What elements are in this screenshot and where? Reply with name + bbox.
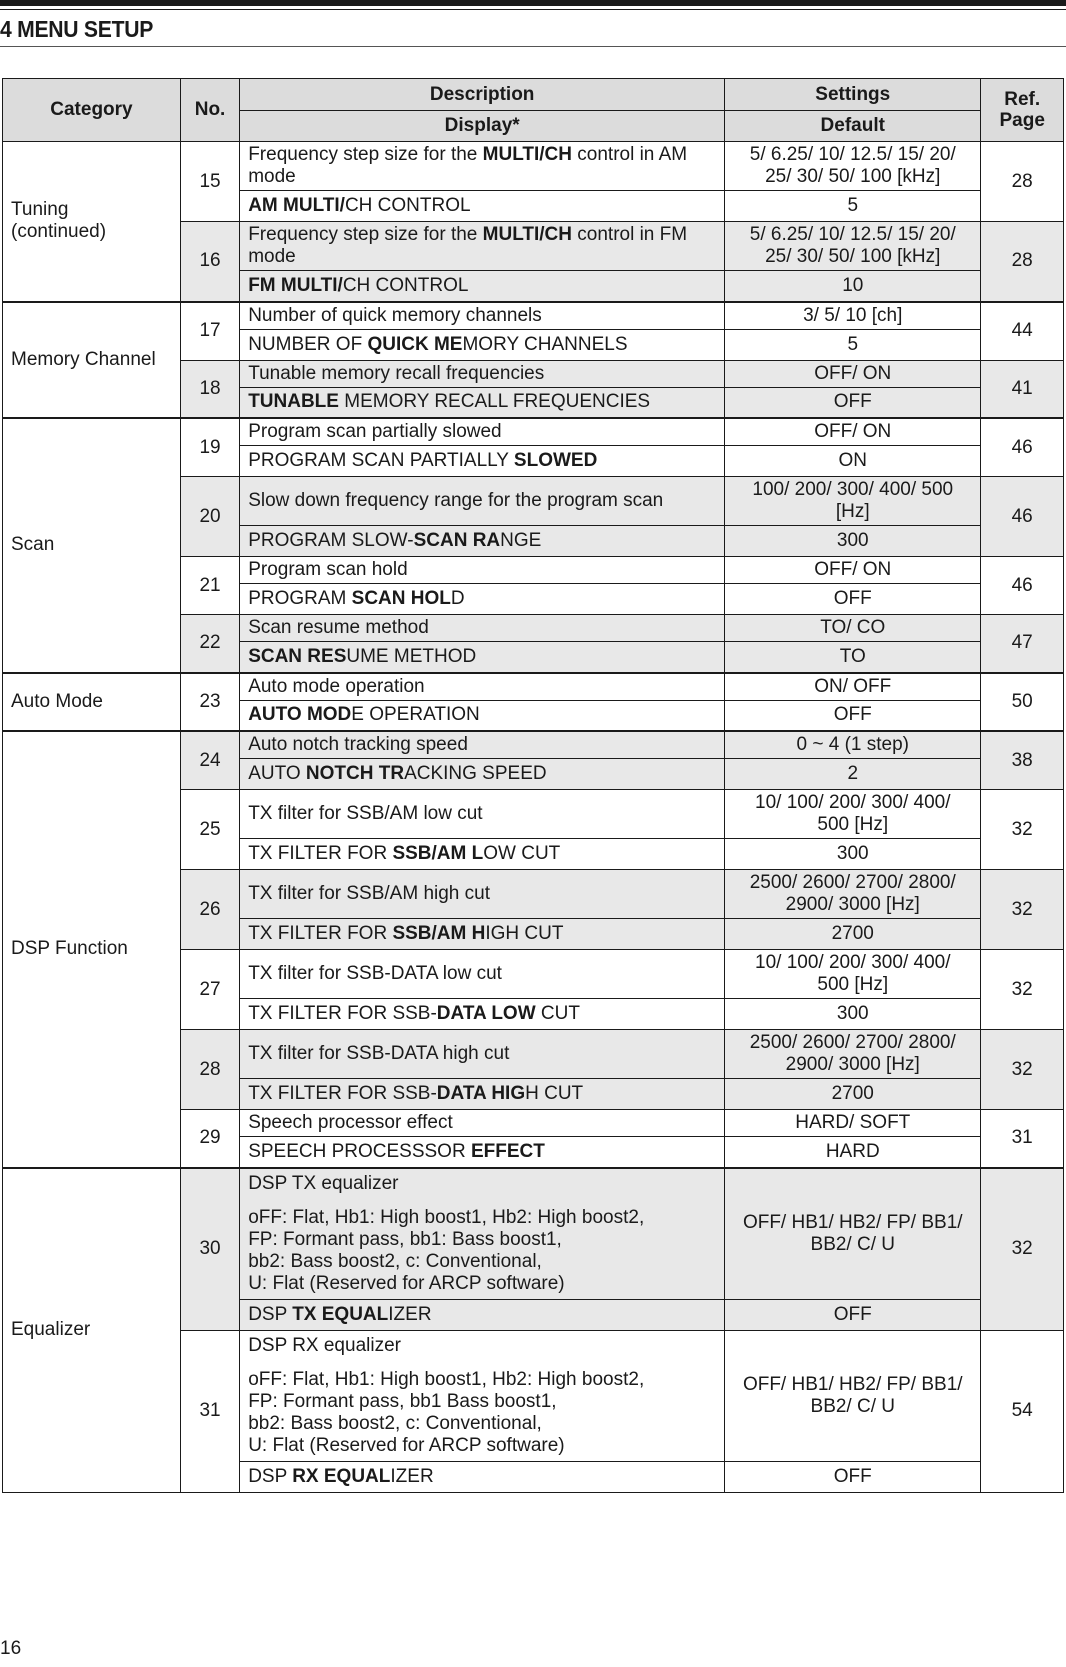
detail-line: U: Flat (Reserved for ARCP software): [248, 1434, 565, 1456]
description-segment: Frequency step size for the: [248, 224, 483, 245]
item-default: TO: [725, 642, 981, 673]
item-settings: 5/ 6.25/ 10/ 12.5/ 15/ 20/ 25/ 30/ 50/ 100 [kHz]: [725, 222, 981, 271]
item-display: [240, 1137, 725, 1168]
display-segment: IZER: [388, 1303, 432, 1325]
item-display: [240, 1299, 725, 1330]
item-description: [240, 1168, 725, 1300]
item-default: 2700: [725, 1079, 981, 1110]
display-segment: SCAN RA: [413, 530, 501, 551]
description-text: Number of quick memory channels: [248, 304, 542, 326]
item-number: 26: [180, 870, 239, 950]
category-label: Memory Channel: [11, 348, 156, 370]
display-segment: AM MULTI/: [248, 195, 345, 216]
item-number: 22: [180, 615, 239, 673]
item-number: 16: [180, 222, 239, 302]
item-default: OFF: [725, 387, 981, 418]
item-description: [240, 731, 725, 759]
description-text: Auto notch tracking speed: [248, 734, 468, 755]
item-number: 28: [180, 1030, 239, 1110]
display-segment: OW CUT: [483, 843, 561, 864]
item-description: [240, 1030, 725, 1079]
item-settings: ON/ OFF: [725, 673, 981, 701]
category-label: Scan: [11, 534, 55, 556]
description-detail: [248, 1207, 716, 1295]
item-display: [240, 642, 725, 673]
item-settings: OFF/ HB1/ HB2/ FP/ BB1/ BB2/ C/ U: [725, 1330, 981, 1461]
ref-page: 32: [981, 790, 1064, 870]
display-segment: DATA LOW: [436, 1003, 536, 1024]
item-display: [240, 271, 725, 302]
description-segment: MULTI/CH: [482, 144, 572, 165]
display-segment: TX FILTER FOR SSB-: [248, 1003, 437, 1024]
display-segment: SPEECH PROCESSSOR: [248, 1140, 471, 1162]
item-settings: OFF/ ON: [725, 360, 981, 387]
description-text: TX filter for SSB-DATA high cut: [248, 1043, 510, 1064]
item-number: 23: [180, 673, 239, 732]
item-settings: OFF/ ON: [725, 557, 981, 584]
display-segment: MORY CHANNELS: [462, 333, 628, 355]
description-text: TX filter for SSB-DATA low cut: [248, 963, 502, 984]
display-segment: SSB/AM L: [392, 843, 484, 864]
detail-line: bb2: Bass boost2, c: Conventional,: [248, 1250, 542, 1272]
item-settings: 3/ 5/ 10 [ch]: [725, 302, 981, 330]
item-number: 30: [180, 1168, 239, 1331]
description-segment: Frequency step size for the: [248, 144, 483, 165]
table-row: [3, 418, 1064, 446]
ref-page: 46: [981, 418, 1064, 477]
display-segment: DSP: [248, 1303, 293, 1325]
item-settings: 2500/ 2600/ 2700/ 2800/ 2900/ 3000 [Hz]: [725, 870, 981, 919]
category-label: Tuning: [11, 199, 69, 221]
item-display: [240, 839, 725, 870]
header-description: Description: [240, 79, 725, 111]
top-rule-thin: [0, 9, 1066, 10]
display-segment: TX FILTER FOR: [248, 843, 393, 864]
item-settings: OFF/ HB1/ HB2/ FP/ BB1/ BB2/ C/ U: [725, 1168, 981, 1300]
item-default: 2700: [725, 919, 981, 950]
header-settings: Settings: [725, 79, 981, 111]
item-default: OFF: [725, 584, 981, 615]
item-default: 5: [725, 329, 981, 360]
display-segment: QUICK ME: [367, 333, 463, 355]
category-label: Equalizer: [11, 1319, 91, 1340]
item-display: [240, 1461, 725, 1492]
description-text: TX filter for SSB/AM high cut: [248, 883, 490, 904]
display-segment: FM MULTI/: [248, 274, 343, 296]
item-number: 21: [180, 557, 239, 615]
section-title: 4 MENU SETUP: [0, 16, 154, 42]
detail-line: oFF: Flat, Hb1: High boost1, Hb2: High boost2,: [248, 1206, 645, 1228]
item-description: [240, 615, 725, 642]
category-memory: [3, 302, 181, 419]
item-number: 20: [180, 477, 239, 557]
display-segment: CH CONTROL: [342, 274, 469, 296]
detail-line: FP: Formant pass, bb1: Bass boost1,: [248, 1228, 562, 1250]
item-description: [240, 557, 725, 584]
item-default: OFF: [725, 1461, 981, 1492]
detail-line: U: Flat (Reserved for ARCP software): [248, 1272, 565, 1294]
item-default: ON: [725, 446, 981, 477]
item-number: 24: [180, 731, 239, 790]
item-default: OFF: [725, 1299, 981, 1330]
category-label: Auto Mode: [11, 690, 103, 712]
category-note: (continued): [11, 221, 107, 243]
item-default: HARD: [725, 1137, 981, 1168]
ref-page: 32: [981, 950, 1064, 1030]
ref-page: 50: [981, 673, 1064, 732]
item-number: 18: [180, 360, 239, 418]
item-description: [240, 790, 725, 839]
display-segment: UME METHOD: [346, 645, 477, 667]
category-eq: [3, 1168, 181, 1493]
item-display: [240, 759, 725, 790]
detail-line: FP: Formant pass, bb1 Bass boost1,: [248, 1390, 557, 1412]
page-number: 16: [0, 1638, 22, 1659]
table-body: [3, 142, 1064, 1493]
item-settings: 2500/ 2600/ 2700/ 2800/ 2900/ 3000 [Hz]: [725, 1030, 981, 1079]
display-segment: IGH CUT: [485, 923, 564, 944]
item-description: [240, 360, 725, 387]
display-segment: SCAN HOL: [351, 588, 451, 609]
item-display: [240, 1079, 725, 1110]
item-display: [240, 329, 725, 360]
item-description: [240, 302, 725, 330]
display-segment: SLOWED: [513, 450, 598, 471]
display-segment: AUTO MOD: [248, 704, 352, 726]
display-segment: D: [450, 588, 465, 609]
item-settings: 10/ 100/ 200/ 300/ 400/ 500 [Hz]: [725, 950, 981, 999]
table-row: [3, 302, 1064, 330]
display-segment: SSB/AM H: [392, 923, 486, 944]
ref-page: 31: [981, 1110, 1064, 1168]
item-description: [240, 870, 725, 919]
description-text: Tunable memory recall frequencies: [248, 362, 545, 384]
item-number: 19: [180, 418, 239, 477]
ref-page: 28: [981, 142, 1064, 222]
display-segment: DATA HIG: [436, 1083, 526, 1104]
description-text: Scan resume method: [248, 617, 429, 638]
ref-page: 32: [981, 870, 1064, 950]
display-segment: PROGRAM: [248, 588, 352, 609]
display-segment: CUT: [535, 1003, 580, 1024]
item-number: 31: [180, 1330, 239, 1492]
top-rule: [0, 0, 1066, 6]
display-segment: E OPERATION: [351, 704, 480, 726]
item-number: 15: [180, 142, 239, 222]
category-tuning: [3, 142, 181, 302]
item-display: [240, 999, 725, 1030]
display-segment: DSP: [248, 1465, 293, 1487]
category-auto: [3, 673, 181, 732]
display-segment: TX FILTER FOR: [248, 923, 393, 944]
display-segment: PROGRAM SCAN PARTIALLY: [248, 450, 514, 471]
ref-page: 46: [981, 477, 1064, 557]
item-number: 25: [180, 790, 239, 870]
ref-page: 32: [981, 1030, 1064, 1110]
display-segment: RX EQUAL: [292, 1465, 391, 1487]
item-settings: 0 ~ 4 (1 step): [725, 731, 981, 759]
item-default: 300: [725, 839, 981, 870]
display-segment: EFFECT: [470, 1140, 545, 1162]
header-default: Default: [725, 111, 981, 142]
display-segment: TX FILTER FOR SSB-: [248, 1083, 437, 1104]
description-text: DSP TX equalizer: [248, 1172, 399, 1194]
item-default: 300: [725, 526, 981, 557]
item-number: 29: [180, 1110, 239, 1168]
detail-line: oFF: Flat, Hb1: High boost1, Hb2: High boost2,: [248, 1368, 645, 1390]
description-detail: [248, 1369, 716, 1457]
item-display: [240, 387, 725, 418]
item-settings: TO/ CO: [725, 615, 981, 642]
detail-line: bb2: Bass boost2, c: Conventional,: [248, 1412, 542, 1434]
ref-page: 44: [981, 302, 1064, 361]
item-default: 5: [725, 191, 981, 222]
item-number: 27: [180, 950, 239, 1030]
display-segment: SCAN RES: [248, 645, 347, 667]
display-segment: NGE: [500, 530, 542, 551]
display-segment: H CUT: [525, 1083, 584, 1104]
category-label: DSP Function: [11, 938, 128, 960]
description-text: Auto mode operation: [248, 675, 425, 697]
item-display: [240, 700, 725, 731]
table-row: [3, 673, 1064, 701]
ref-page: 32: [981, 1168, 1064, 1331]
display-segment: MEMORY RECALL FREQUENCIES: [338, 391, 651, 413]
item-display: [240, 191, 725, 222]
header-no: No.: [180, 79, 239, 142]
item-settings: 100/ 200/ 300/ 400/ 500 [Hz]: [725, 477, 981, 526]
item-description: [240, 950, 725, 999]
item-settings: 5/ 6.25/ 10/ 12.5/ 15/ 20/ 25/ 30/ 50/ 100 [kHz]: [725, 142, 981, 191]
item-default: 2: [725, 759, 981, 790]
display-segment: TX EQUAL: [292, 1303, 389, 1325]
display-segment: ACKING SPEED: [404, 763, 547, 784]
display-segment: IZER: [390, 1465, 434, 1487]
ref-page: 54: [981, 1330, 1064, 1492]
table-row: [3, 142, 1064, 191]
ref-page: 41: [981, 360, 1064, 418]
item-default: 10: [725, 271, 981, 302]
item-description: [240, 142, 725, 191]
description-text: Slow down frequency range for the program scan: [248, 490, 664, 511]
table-row: [3, 1168, 1064, 1300]
description-text: TX filter for SSB/AM low cut: [248, 803, 483, 824]
ref-page: 38: [981, 731, 1064, 790]
header-display: Display*: [240, 111, 725, 142]
ref-page: 47: [981, 615, 1064, 673]
display-segment: NOTCH TR: [305, 763, 405, 784]
item-settings: OFF/ ON: [725, 418, 981, 446]
display-segment: NUMBER OF: [248, 333, 368, 355]
table-row: [3, 731, 1064, 759]
item-default: 300: [725, 999, 981, 1030]
item-description: [240, 1330, 725, 1461]
item-number: 17: [180, 302, 239, 361]
item-display: [240, 919, 725, 950]
category-scan: [3, 418, 181, 673]
description-segment: control in AM mode: [248, 144, 688, 187]
header-ref-page: Ref. Page: [981, 79, 1064, 142]
item-description: [240, 222, 725, 271]
item-settings: 10/ 100/ 200/ 300/ 400/ 500 [Hz]: [725, 790, 981, 839]
header-category: Category: [3, 79, 181, 142]
ref-page: 28: [981, 222, 1064, 302]
item-description: [240, 418, 725, 446]
description-segment: control in FM mode: [248, 224, 688, 267]
description-text: Speech processor effect: [248, 1112, 453, 1133]
item-display: [240, 446, 725, 477]
item-description: [240, 673, 725, 701]
menu-setup-table: [2, 78, 1064, 1493]
title-rule: [0, 46, 1066, 47]
item-description: [240, 477, 725, 526]
item-description: [240, 1110, 725, 1137]
display-segment: TUNABLE: [248, 391, 339, 413]
category-dsp: [3, 731, 181, 1168]
description-text: DSP RX equalizer: [248, 1334, 401, 1356]
description-text: Program scan partially slowed: [248, 421, 502, 442]
item-settings: HARD/ SOFT: [725, 1110, 981, 1137]
ref-page: 46: [981, 557, 1064, 615]
item-display: [240, 526, 725, 557]
item-display: [240, 584, 725, 615]
display-segment: PROGRAM SLOW-: [248, 530, 414, 551]
display-segment: CH CONTROL: [344, 195, 471, 216]
display-segment: AUTO: [248, 763, 306, 784]
description-segment: MULTI/CH: [482, 224, 572, 245]
description-text: Program scan hold: [248, 559, 408, 580]
item-default: OFF: [725, 700, 981, 731]
